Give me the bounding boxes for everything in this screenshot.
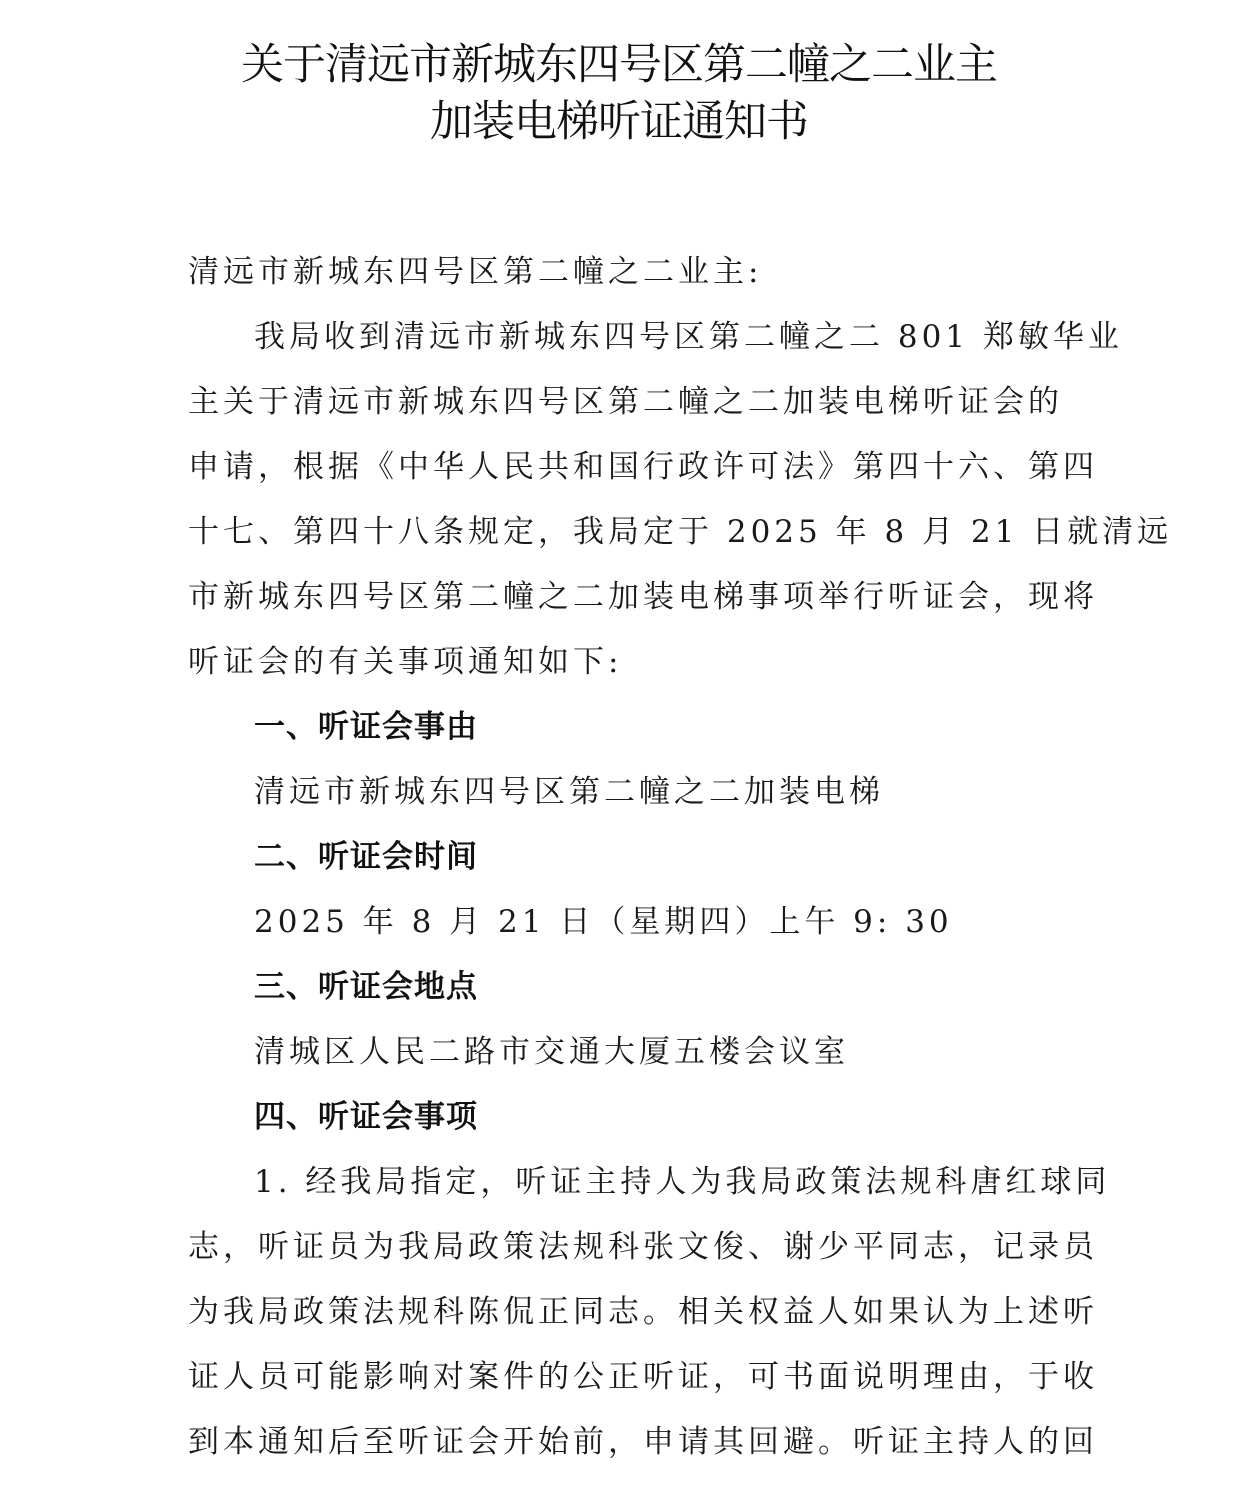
intro-line: 我局收到清远市新城东四号区第二幢之二 801 郑敏华业 xyxy=(254,319,1123,355)
section-text-time: 2025 年 8 月 21 日（星期四）上午 9: 30 xyxy=(254,904,953,940)
intro-line: 市新城东四号区第二幢之二加装电梯事项举行听证会，现将 xyxy=(188,579,1098,615)
matters-line: 1. 经我局指定，听证主持人为我局政策法规科唐红球同 xyxy=(254,1164,1111,1200)
section-text-location: 清城区人民二路市交通大厦五楼会议室 xyxy=(254,1034,849,1070)
intro-line: 申请，根据《中华人民共和国行政许可法》第四十六、第四 xyxy=(188,449,1098,485)
document-title-line-1: 关于清远市新城东四号区第二幢之二业主 xyxy=(241,40,997,90)
section-heading-time: 二、听证会时间 xyxy=(254,839,478,875)
section-heading-reason: 一、听证会事由 xyxy=(254,709,478,745)
intro-line: 十七、第四十八条规定，我局定于 2025 年 8 月 21 日就清远 xyxy=(188,514,1173,550)
matters-line: 到本通知后至听证会开始前，申请其回避。听证主持人的回 xyxy=(188,1424,1098,1460)
matters-line: 为我局政策法规科陈侃正同志。相关权益人如果认为上述听 xyxy=(188,1294,1098,1330)
section-heading-matters: 四、听证会事项 xyxy=(254,1099,478,1135)
salutation: 清远市新城东四号区第二幢之二业主: xyxy=(188,254,763,290)
intro-line: 听证会的有关事项通知如下: xyxy=(188,644,623,680)
section-text-reason: 清远市新城东四号区第二幢之二加装电梯 xyxy=(254,774,884,810)
section-heading-location: 三、听证会地点 xyxy=(254,969,478,1005)
document-title-line-2: 加装电梯听证通知书 xyxy=(430,97,808,147)
matters-line: 志，听证员为我局政策法规科张文俊、谢少平同志，记录员 xyxy=(188,1229,1098,1265)
matters-line: 证人员可能影响对案件的公正听证，可书面说明理由，于收 xyxy=(188,1359,1098,1395)
intro-line: 主关于清远市新城东四号区第二幢之二加装电梯听证会的 xyxy=(188,384,1063,420)
